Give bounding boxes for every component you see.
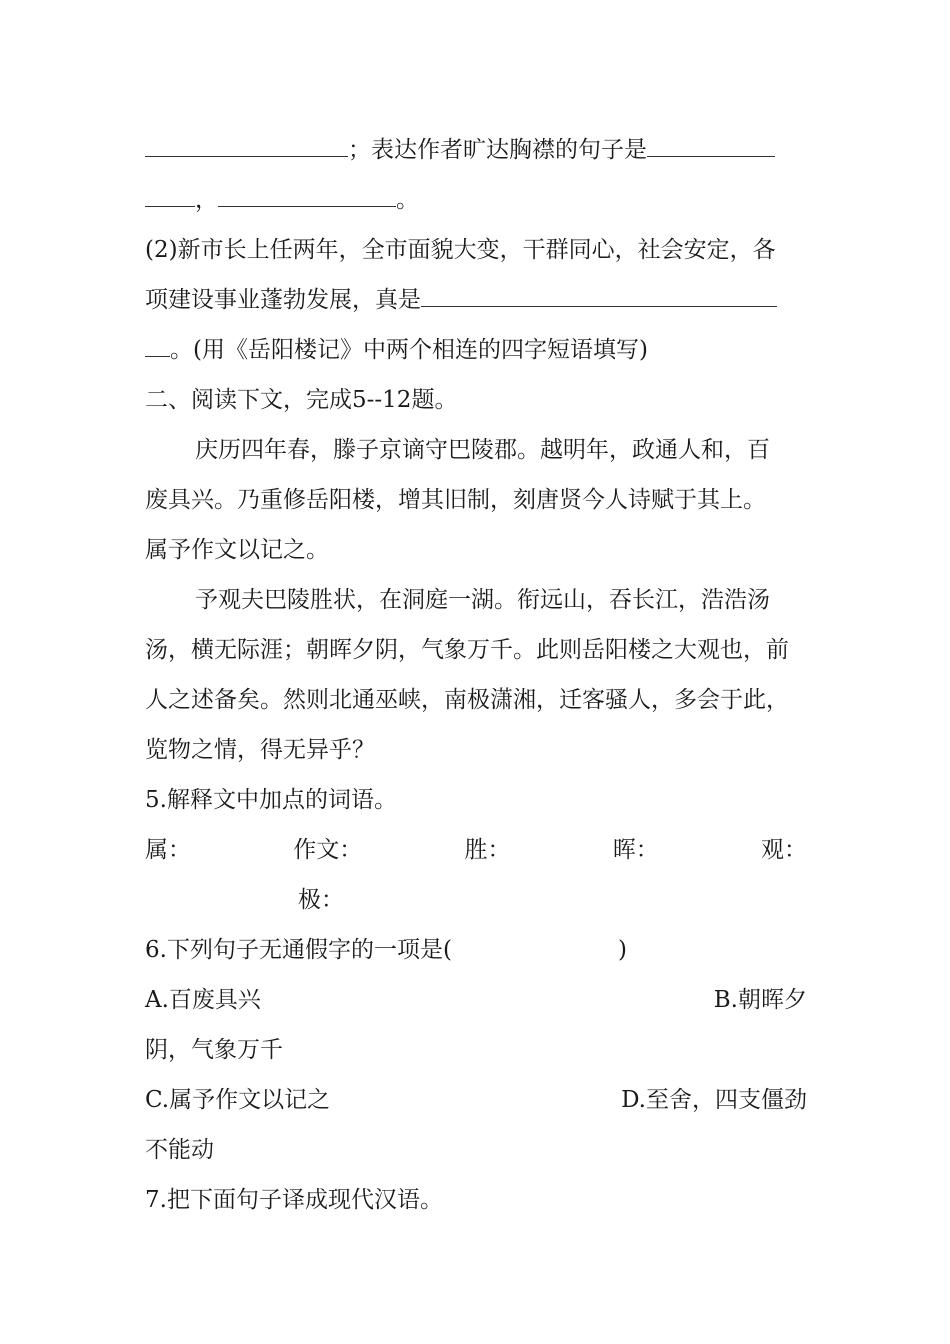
question-5-stem: 5.解释文中加点的词语。 (145, 787, 397, 813)
option-b: B.朝晖夕 (713, 987, 807, 1013)
option-b-continued: 阴，气象万千 (145, 1037, 283, 1063)
option-c: C.属予作文以记之 (145, 1087, 331, 1113)
question-2-line-2 (145, 275, 807, 325)
question-6-text: 6.下列句子无通假字的一项是( (145, 937, 452, 963)
answer-blank[interactable] (145, 136, 348, 157)
passage-line: 人之述备矣。然则北通巫峡，南极潇湘，迁客骚人，多会于此， (145, 687, 789, 713)
option-d: D.至舍，四支僵劲 (621, 1087, 807, 1113)
fill-in-text: ；表达作者旷达胸襟的句子是 (348, 137, 647, 163)
passage-line: 庆历四年春，滕子京谪守巴陵郡。越明年，政通人和，百 (195, 437, 770, 463)
term-label: 晖： (612, 837, 659, 863)
section-two-heading: 二、阅读下文，完成5--12题。 (145, 387, 458, 413)
option-a: A.百废具兴 (145, 987, 261, 1013)
answer-blank[interactable] (145, 336, 170, 357)
answer-blank[interactable] (647, 136, 775, 157)
term-label: 属： (145, 837, 191, 863)
question-2-line-1: (2)新市长上任两年，全市面貌大变，干群同心，社会安定，各 (145, 237, 776, 263)
fill-in-line-1 (145, 125, 807, 175)
passage-line: 属予作文以记之。 (145, 537, 329, 563)
answer-blank[interactable] (421, 286, 777, 307)
option-d-continued: 不能动 (145, 1137, 214, 1163)
question-6-close-paren: ) (618, 937, 627, 963)
question-6-options-row-2 (145, 1075, 807, 1125)
question-5-terms (145, 825, 807, 875)
question-6-options-row-1 (145, 975, 807, 1025)
question-2-line-3 (145, 325, 807, 375)
passage-line: 览物之情，得无异乎？ (145, 737, 375, 763)
question-2-text: 项建设事业蓬勃发展，真是 (145, 287, 421, 313)
term-label: 胜： (464, 837, 511, 863)
term-label: 观： (761, 837, 807, 863)
answer-blank[interactable] (145, 186, 195, 207)
answer-blank[interactable] (218, 186, 396, 207)
term-label: 作文： (293, 837, 363, 863)
question-2-note: 。(用《岳阳楼记》中两个相连的四字短语填写) (170, 337, 648, 363)
passage-line: 予观夫巴陵胜状，在洞庭一湖。衔远山，吞长江，浩浩汤 (195, 587, 770, 613)
question-5-terms-row-2 (145, 875, 807, 925)
passage-line: 废具兴。乃重修岳阳楼，增其旧制，刻唐贤今人诗赋于其上。 (145, 487, 766, 513)
question-6-stem (145, 925, 807, 975)
passage-line: 汤，横无际涯；朝晖夕阴，气象万千。此则岳阳楼之大观也，前 (145, 637, 789, 663)
fill-in-line-2 (145, 175, 807, 225)
separator-text: ， (195, 187, 218, 213)
worksheet-page (145, 125, 807, 1225)
end-punctuation: 。 (396, 187, 419, 213)
term-label: 极： (298, 887, 344, 913)
question-7-stem: 7.把下面句子译成现代汉语。 (145, 1187, 443, 1213)
